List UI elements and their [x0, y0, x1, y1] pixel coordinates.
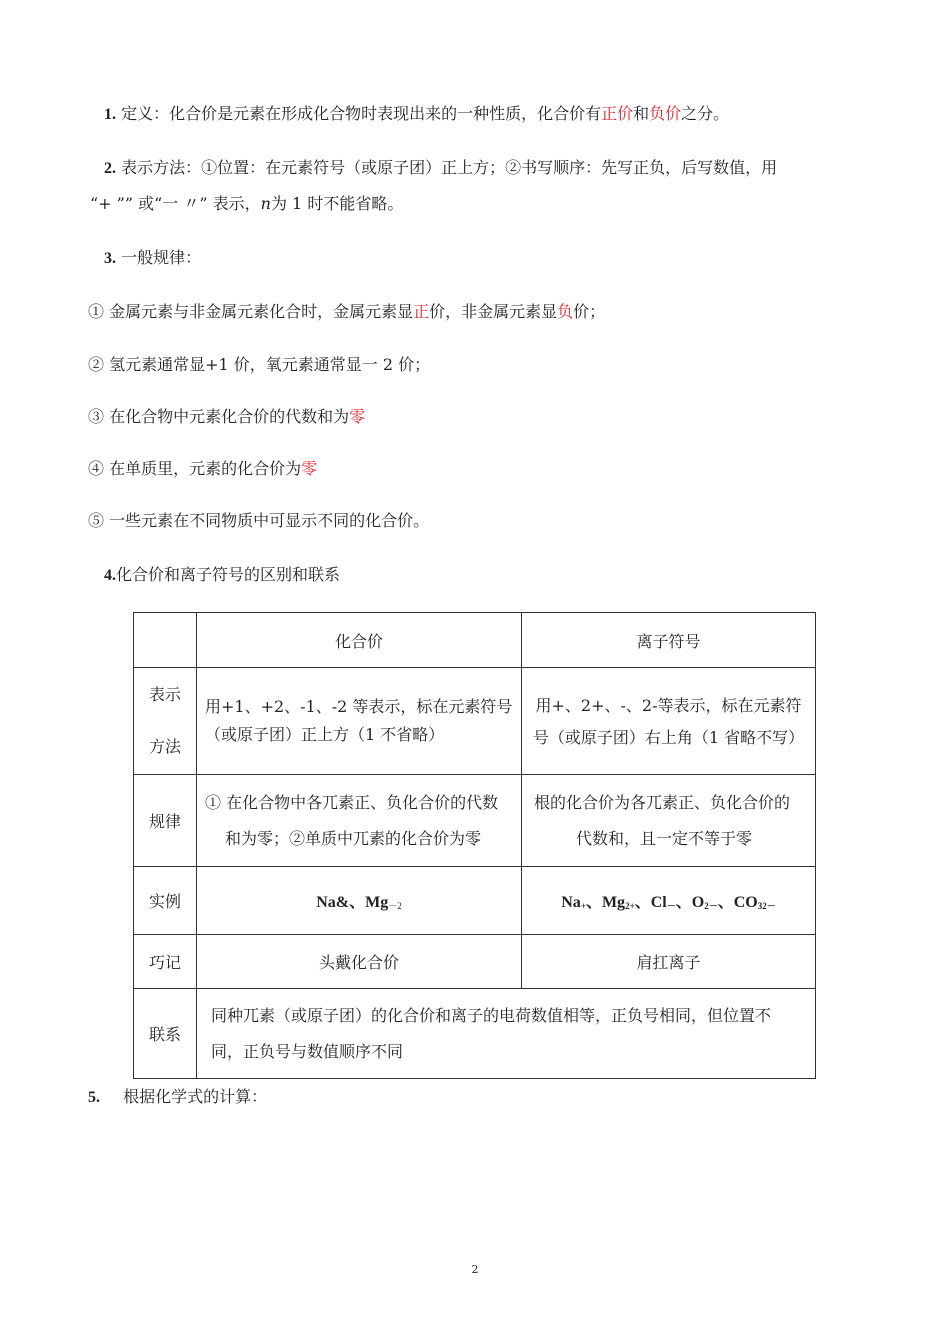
item-1: [104, 104, 729, 125]
ion-o: 、O: [675, 894, 705, 911]
rule-4: [88, 459, 317, 479]
notation-ion-line-2: 号（或原子团）右上角（1 省略不写）: [532, 728, 805, 747]
item-5: [88, 1087, 267, 1108]
row-label-notation-1: 表示: [148, 685, 181, 704]
rules-ion-line-2: 代数和，且一定不等于零: [576, 828, 753, 848]
ion-mg-charge: 2+: [625, 901, 635, 911]
item-1-text-b: 和: [633, 104, 650, 123]
item-2-text-line-2b: 为 1 时不能省略。: [270, 194, 404, 213]
rules-valence-cell: [197, 775, 522, 867]
row-label-examples: 实例: [134, 867, 197, 935]
rule-2: [88, 355, 430, 375]
examples-valence-sub: －2: [388, 901, 402, 911]
rule-3: [88, 407, 365, 427]
mnemonic-valence-cell: 头戴化合价: [197, 935, 522, 989]
item-2-text-line-2a: “+ ”” 或“一 〃” 表示，: [90, 194, 261, 213]
item-5-number: 5.: [88, 1089, 100, 1106]
rule-5: [88, 511, 429, 531]
rules-valence-line-1: ① 在化合物中各兀素正、负化合价的代数: [205, 792, 499, 812]
notation-ion-line-1: 用+、2+、-、2-等表示，标在元素符: [535, 696, 802, 715]
examples-ion-cell: [522, 867, 816, 935]
rules-valence-line-2: 和为零；②单质中兀素的化合价为零: [225, 828, 482, 848]
examples-valence-main: Na&、Mg: [316, 894, 389, 911]
row-label-notation: [134, 668, 197, 775]
item-1-positive-valence: 正价: [601, 104, 634, 123]
rule-2-text: 氢元素通常显+1 价，氧元素通常显一 2 价；: [109, 355, 431, 374]
table-row-rules: [134, 775, 816, 867]
comparison-table: [133, 612, 816, 1079]
row-label-relation: 联系: [134, 989, 197, 1079]
rule-1: [88, 302, 605, 322]
examples-valence-cell: [197, 867, 522, 935]
item-2-number: 2.: [104, 160, 116, 177]
ion-o-charge: 2－: [704, 901, 718, 911]
rules-ion-line-1: 根的化合价为各兀素正、负化合价的: [534, 792, 791, 812]
item-1-negative-valence: 负价: [649, 104, 682, 123]
rule-1-red-2: 负: [557, 302, 574, 321]
ion-co3: 、CO: [717, 894, 758, 911]
rule-3-mark: ③: [88, 407, 105, 426]
rule-1-text-a: 金属元素与非金属元素化合时，金属元素显: [109, 302, 414, 321]
ion-co3-charge: 32－: [757, 901, 776, 911]
row-label-mnemonic: 巧记: [134, 935, 197, 989]
rule-5-mark: ⑤: [88, 511, 105, 530]
item-4: [104, 565, 340, 586]
table-row-examples: [134, 867, 816, 935]
item-4-text: 化合价和离子符号的区别和联系: [116, 565, 341, 584]
rule-1-mark: ①: [88, 302, 105, 321]
row-label-notation-2: 方法: [148, 737, 181, 756]
item-3-number: 3.: [104, 250, 116, 267]
item-2-line-2: [90, 194, 403, 214]
item-1-text-c: 之分。: [681, 104, 730, 123]
item-3: [104, 248, 201, 269]
header-valence: 化合价: [197, 613, 522, 668]
header-empty-cell: [134, 613, 197, 668]
notation-valence-line-1: 用+1、+2、-1、-2 等表示，标在元素符号: [205, 697, 513, 716]
rule-4-mark: ④: [88, 459, 105, 478]
item-3-text: 一般规律：: [121, 248, 202, 267]
item-1-text-a: 定义：化合价是元素在形成化合物时表现出来的一种性质，化合价有: [121, 104, 602, 123]
ion-cl: 、Cl: [634, 894, 667, 911]
page-number: 2: [471, 1263, 479, 1276]
ion-cl-charge: －: [666, 901, 676, 911]
ion-na: Na: [561, 894, 581, 911]
rule-1-text-b: 价，非金属元素显: [429, 302, 558, 321]
item-2-line-1: [104, 158, 777, 179]
mnemonic-ion-cell: 肩扛离子: [522, 935, 816, 989]
item-5-text: 根据化学式的计算：: [123, 1087, 268, 1106]
rule-5-text: 一些元素在不同物质中可显示不同的化合价。: [109, 511, 430, 530]
rule-1-text-c: 价；: [573, 302, 606, 321]
rule-3-red: 零: [349, 407, 366, 426]
notation-valence-cell: [197, 668, 522, 775]
rule-4-red: 零: [301, 459, 318, 478]
item-1-number: 1.: [104, 106, 116, 123]
ion-na-charge: +: [580, 901, 586, 911]
table-row-notation: [134, 668, 816, 775]
relation-line-1: 同种兀素（或原子团）的化合价和离子的电荷数值相等，正负号相同，但位置不: [211, 1005, 772, 1025]
relation-cell: [197, 989, 816, 1079]
rule-4-text: 在单质里，元素的化合价为: [109, 459, 302, 478]
item-2-n-variable: n: [260, 194, 271, 213]
row-label-rules: 规律: [134, 775, 197, 867]
header-ion-symbol: 离子符号: [522, 613, 816, 668]
rule-2-mark: ②: [88, 355, 105, 374]
notation-ion-cell: [522, 668, 816, 775]
rule-1-red-1: 正: [413, 302, 430, 321]
item-2-text-line-1: 表示方法：①位置：在元素符号（或原子团）正上方；②书写顺序：先写正负，后写数值，用: [121, 158, 778, 177]
relation-line-2: 同，正负号与数值顺序不同: [211, 1041, 404, 1061]
table-header-row: [134, 613, 816, 668]
item-4-number: 4.: [104, 567, 116, 584]
rule-3-text: 在化合物中元素化合价的代数和为: [109, 407, 350, 426]
ion-mg: 、Mg: [585, 894, 626, 911]
table-row-relation: [134, 989, 816, 1079]
notation-valence-line-2: （或原子团）正上方（1 不省略）: [205, 725, 445, 744]
rules-ion-cell: [522, 775, 816, 867]
table-row-mnemonic: [134, 935, 816, 989]
